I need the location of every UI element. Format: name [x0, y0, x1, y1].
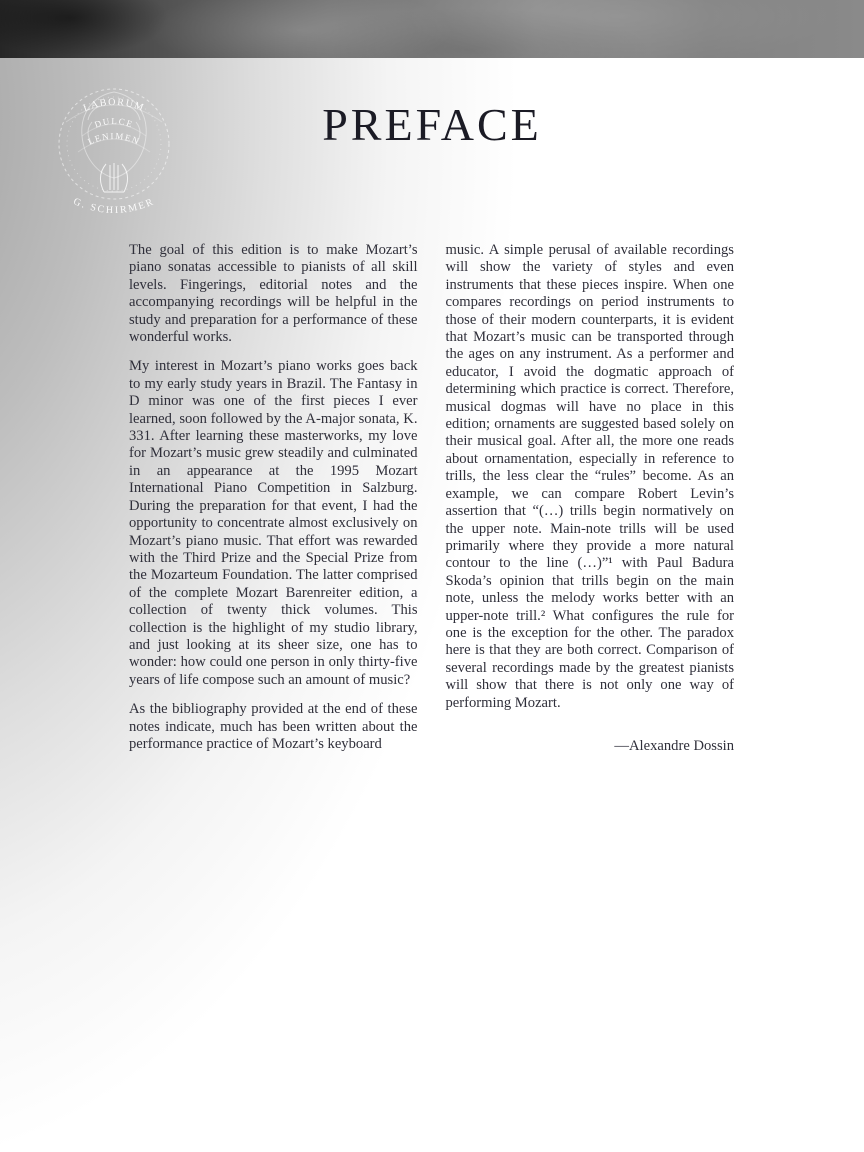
logo-publisher-name: G. SCHIRMER: [71, 196, 157, 217]
text-column-right: [446, 242, 735, 755]
logo-motto-word-3: LENIMEN: [86, 130, 142, 147]
text-column-left: [129, 242, 418, 755]
page-title: PREFACE: [322, 99, 542, 150]
paragraph-4: music. A simple perusal of available recordings will show the variety of styles and even instruments that these pieces inspire. When one compares recordings on period instruments to those of their modern counterparts, it is evident that Mozart’s music can be transported through the ages on any instrument. As a performer and educator, I avoid the dogmatic approach of determining which practice is correct. Therefore, musical dogmas will have no place in this edition; ornaments are suggested based solely on their musical goal. After all, the more one reads about ornamentation, especially in reference to trills, the less clear the “rules” become. As an example, we can compare Robert Levin’s assertion that “(…) trills begin normatively on the upper note. Main-note trills will be used primarily where they provide a more natural contour to the line (…)”¹ with Paul Badura Skoda’s opinion that trills begin on the main note, unless the melody works better with an upper-note trill.² What configures the rule for one is the exception for the other. The paradox here is that they are both correct. Comparison of several recordings made by the greatest pianists will show that there is not only one way of performing Mozart.: [445, 242, 734, 711]
header-smoke-band: [0, 0, 864, 58]
preface-body: [129, 242, 734, 755]
paragraph-2: My interest in Mozart’s piano works goes back to my early study years in Brazil. The Fantasy in D minor was one of the first pieces I ever learned, soon followed by the A-major sonata, K. 331. After learning these masterworks, my love for Mozart’s music grew steadily and culminated in an appearance at the 1995 Mozart International Piano Competition in Salzburg. During the preparation for that event, I had the opportunity to concentrate almost exclusively on Mozart’s piano music. That effort was rewarded with the Third Prize and the Special Prize from the Mozarteum Foundation. The latter comprised of the complete Mozart Barenreiter edition, a collection of twenty thick volumes. This collection is the highlight of my studio library, and just looking at its sheer size, one has to wonder: how could one person in only thirty-five years of life compose such an amount of music?: [129, 358, 418, 688]
paragraph-1: The goal of this edition is to make Mozart’s piano sonatas accessible to pianists of all skill levels. Fingerings, editorial notes and the accompanying recordings will be helpful in the study and preparation for a performance of these wonderful works.: [129, 242, 418, 346]
paragraph-3: As the bibliography provided at the end of these notes indicate, much has been written about the performance practice of Mozart’s keyboard: [129, 701, 418, 752]
author-signature: —Alexandre Dossin: [614, 737, 734, 754]
logo-motto-word-1: LABORUM: [81, 96, 147, 115]
logo-motto-word-2: DULCE: [93, 115, 135, 130]
